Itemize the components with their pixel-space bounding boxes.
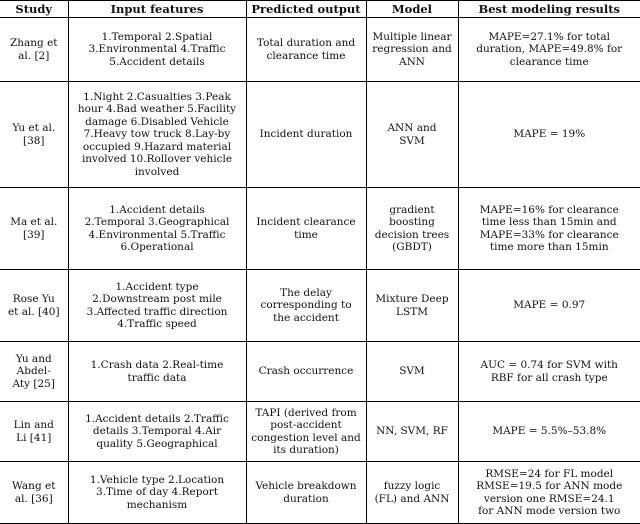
cell-model: [366, 342, 458, 402]
cell-input-features: [68, 270, 246, 342]
cell-best-results: [458, 402, 640, 462]
cell-text-line: Lin and: [13, 419, 54, 431]
cell-text-line: mechanism: [126, 498, 188, 511]
cell-study: [0, 18, 68, 82]
cell-text-line: Mixture Deep: [375, 293, 449, 305]
cell-text-line: MAPE = 19%: [513, 128, 586, 141]
cell-text-line: 1.Accident type: [115, 280, 199, 293]
cell-text-line: clearance time: [266, 49, 346, 62]
table-row: [0, 342, 640, 402]
cell-predicted-output: [246, 342, 366, 402]
cell-text-line: 7.Heavy tow truck 8.Lay-by: [83, 128, 231, 141]
cell-text-line: traffic data: [127, 371, 187, 384]
cell-study: [0, 342, 68, 402]
cell-text-line: 3.Time of day 4.Report: [95, 486, 219, 499]
cell-best-results: [458, 270, 640, 342]
cell-text-line: Total duration and: [256, 37, 356, 49]
table-row: [0, 188, 640, 270]
cell-text-line: duration, MAPE=49.8% for: [476, 43, 623, 56]
cell-best-results: [458, 18, 640, 82]
cell-text-line: Aty [25]: [12, 377, 55, 390]
header-best-results: Best modeling results: [458, 1, 640, 18]
cell-text-line: Ma et al.: [10, 216, 58, 228]
cell-model: [366, 270, 458, 342]
cell-model: [366, 402, 458, 462]
cell-text-line: et al. [40]: [7, 305, 60, 318]
cell-text-line: Incident duration: [259, 128, 353, 141]
cell-text-line: 6.Operational: [120, 241, 194, 253]
cell-text-line: time less than 15min and: [481, 216, 617, 228]
table-row: [0, 82, 640, 188]
cell-text-line: post-accident: [270, 419, 342, 431]
cell-best-results: [458, 188, 640, 270]
cell-text-line: its duration): [273, 444, 339, 456]
cell-text-line: SVM: [399, 134, 425, 147]
cell-text-line: Yu et al.: [12, 122, 56, 134]
table-row: [0, 402, 640, 462]
cell-text-line: Abdel-: [16, 365, 51, 378]
cell-text-line: 3.Affected traffic direction: [86, 305, 228, 318]
cell-text-line: MAPE = 0.97: [513, 299, 586, 312]
cell-text-line: NN, SVM, RF: [376, 425, 448, 438]
cell-text-line: MAPE=33% for clearance: [479, 228, 619, 241]
cell-input-features: [68, 342, 246, 402]
cell-predicted-output: [246, 188, 366, 270]
cell-text-line: (FL) and ANN: [374, 492, 450, 505]
cell-text-line: 2.Temporal 3.Geographical: [84, 216, 230, 228]
cell-text-line: 1.Temporal 2.Spatial: [101, 30, 213, 43]
cell-text-line: RBF for all crash type: [490, 371, 608, 384]
cell-text-line: MAPE=27.1% for total: [488, 30, 610, 43]
cell-text-line: al. [36]: [14, 492, 53, 505]
cell-text-line: damage 6.Disabled Vehicle: [85, 115, 229, 128]
cell-text-line: quality 5.Geographical: [96, 437, 218, 450]
cell-text-line: hour 4.Bad weather 5.Facility: [77, 103, 237, 116]
cell-predicted-output: [246, 402, 366, 462]
cell-text-line: involved 10.Rollover vehicle: [81, 153, 233, 166]
cell-text-line: the accident: [273, 311, 339, 324]
cell-text-line: 1.Crash data 2.Real-time: [90, 359, 224, 371]
cell-input-features: [68, 188, 246, 270]
cell-text-line: [39]: [22, 228, 45, 241]
cell-text-line: Vehicle breakdown: [255, 480, 357, 492]
cell-model: [366, 462, 458, 524]
table-header-row: [0, 1, 640, 18]
header-input-features: Input features: [68, 1, 246, 18]
cell-text-line: Rose Yu: [12, 293, 55, 305]
cell-text-line: 3.Environmental 4.Traffic: [88, 43, 226, 56]
cell-study: [0, 188, 68, 270]
cell-best-results: [458, 82, 640, 188]
cell-text-line: MAPE=16% for clearance: [479, 203, 619, 216]
cell-text-line: al. [2]: [18, 49, 50, 62]
cell-text-line: occupied 9.Hazard material: [82, 140, 232, 153]
cell-text-line: RMSE=24 for FL model: [485, 467, 614, 480]
table-body: [0, 18, 640, 524]
cell-text-line: Wang et: [12, 480, 56, 492]
cell-predicted-output: [246, 270, 366, 342]
cell-study: [0, 270, 68, 342]
header-model: Model: [366, 1, 458, 18]
cell-text-line: Yu and: [15, 352, 52, 365]
cell-model: [366, 82, 458, 188]
cell-text-line: involved: [134, 165, 180, 178]
cell-text-line: Incident clearance: [256, 216, 356, 228]
cell-text-line: Crash occurrence: [258, 365, 354, 378]
header-study: Study: [0, 1, 68, 18]
cell-text-line: clearance time: [509, 55, 589, 68]
cell-best-results: [458, 462, 640, 524]
cell-text-line: time: [294, 228, 318, 241]
cell-text-line: congestion level and: [251, 431, 361, 444]
cell-input-features: [68, 402, 246, 462]
cell-text-line: for ANN mode version two: [478, 505, 621, 517]
cell-text-line: regression and: [372, 43, 452, 56]
cell-text-line: boosting: [389, 216, 435, 228]
cell-text-line: Zhang et: [9, 37, 58, 49]
cell-study: [0, 462, 68, 524]
cell-input-features: [68, 18, 246, 82]
cell-text-line: ANN and: [387, 122, 437, 134]
cell-text-line: 1.Accident details 2.Traffic: [85, 412, 229, 425]
cell-text-line: AUC = 0.74 for SVM with: [480, 359, 618, 371]
cell-text-line: [38]: [22, 134, 45, 147]
cell-text-line: RMSE=19.5 for ANN mode: [476, 480, 623, 492]
cell-input-features: [68, 82, 246, 188]
cell-text-line: 2.Downstream post mile: [92, 293, 222, 305]
cell-text-line: fuzzy logic: [383, 480, 441, 492]
cell-text-line: time more than 15min: [489, 241, 609, 253]
cell-text-line: (GBDT): [392, 241, 432, 253]
cell-text-line: Li [41]: [16, 431, 52, 444]
cell-model: [366, 188, 458, 270]
cell-text-line: LSTM: [396, 305, 428, 318]
cell-text-line: Multiple linear: [372, 30, 452, 43]
table-row: [0, 270, 640, 342]
cell-best-results: [458, 342, 640, 402]
cell-text-line: MAPE = 5.5%–53.8%: [492, 425, 607, 438]
cell-text-line: 1.Vehicle type 2.Location: [89, 473, 225, 486]
cell-input-features: [68, 462, 246, 524]
cell-text-line: decision trees: [374, 228, 450, 241]
cell-text-line: SVM: [399, 365, 425, 378]
cell-text-line: 1.Accident details: [109, 203, 205, 216]
cell-text-line: 1.Night 2.Casualties 3.Peak: [83, 90, 231, 103]
cell-text-line: version one RMSE=24.1: [483, 492, 615, 505]
header-predicted-output: Predicted output: [246, 1, 366, 18]
cell-predicted-output: [246, 462, 366, 524]
cell-study: [0, 402, 68, 462]
cell-text-line: details 3.Temporal 4.Air: [92, 425, 222, 438]
cell-study: [0, 82, 68, 188]
cell-text-line: TAPI (derived from: [255, 406, 357, 419]
cell-text-line: gradient: [389, 203, 435, 216]
cell-text-line: 4.Traffic speed: [117, 318, 197, 330]
cell-text-line: duration: [283, 492, 329, 505]
cell-text-line: ANN: [399, 55, 425, 68]
cell-text-line: corresponding to: [260, 299, 352, 312]
cell-text-line: 5.Accident details: [109, 55, 205, 68]
cell-predicted-output: [246, 18, 366, 82]
table-row: [0, 18, 640, 82]
cell-predicted-output: [246, 82, 366, 188]
table-row: [0, 462, 640, 524]
cell-text-line: 4.Environmental 5.Traffic: [88, 228, 226, 241]
cell-text-line: The delay: [280, 286, 332, 299]
cell-model: [366, 18, 458, 82]
